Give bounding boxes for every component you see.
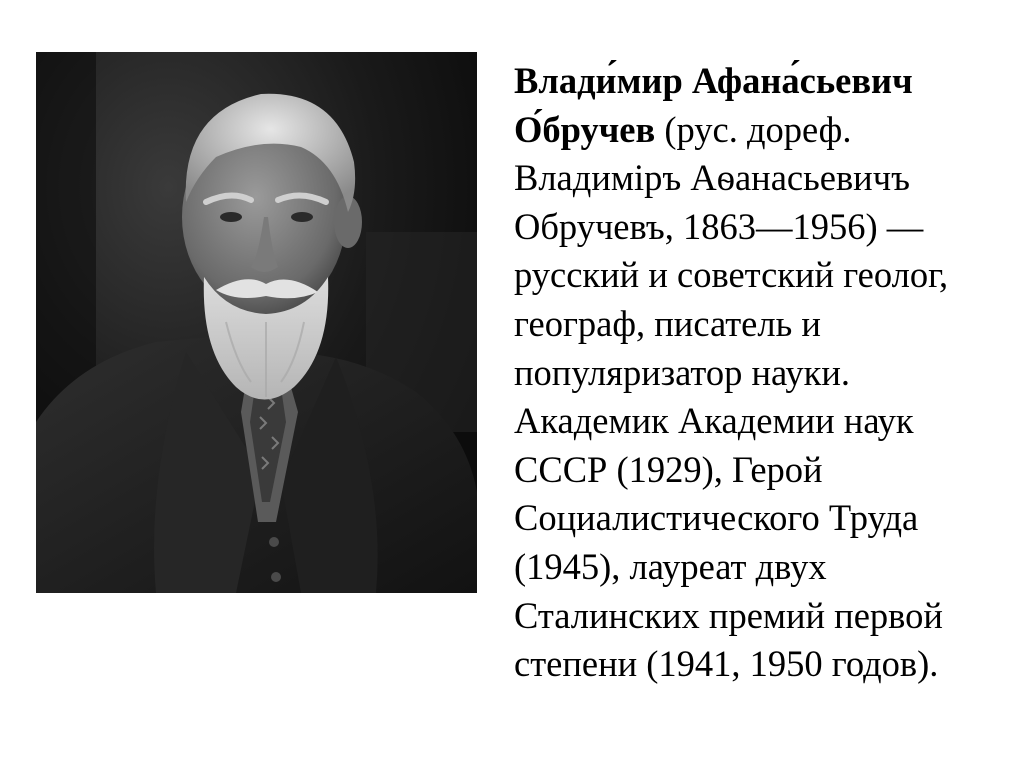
bio-line-1 (514, 57, 1004, 106)
bio-line-8: Академик Академии наук (514, 400, 914, 442)
bio-line-2 (514, 106, 1004, 155)
bio-name-surname: О́бручев (514, 108, 656, 150)
bio-line-6: географ, писатель и (514, 302, 821, 344)
bio-line-12: Сталинских премий первой (514, 594, 943, 636)
bio-line-11: (1945), лауреат двух (514, 545, 827, 587)
bio-line-10: Социалистического Труда (514, 497, 919, 539)
bio-line-7: популяризатор науки. (514, 351, 851, 393)
portrait-illustration (36, 52, 477, 593)
bio-name-first: Влади́мир Афана́сьевич (514, 60, 913, 101)
bio-line-5: русский и советский геолог, (514, 254, 949, 296)
biography-text (514, 57, 1004, 689)
bio-line-2-rest: (рус. дореф. (655, 108, 852, 150)
portrait-photo (36, 52, 477, 593)
bio-line-3: Владиміръ Аѳанасьевичъ (514, 157, 910, 199)
bio-line-13: степени (1941, 1950 годов). (514, 643, 939, 685)
bio-line-4: Обручевъ, 1863—1956) — (514, 205, 924, 247)
bio-line-9: СССР (1929), Герой (514, 448, 823, 490)
